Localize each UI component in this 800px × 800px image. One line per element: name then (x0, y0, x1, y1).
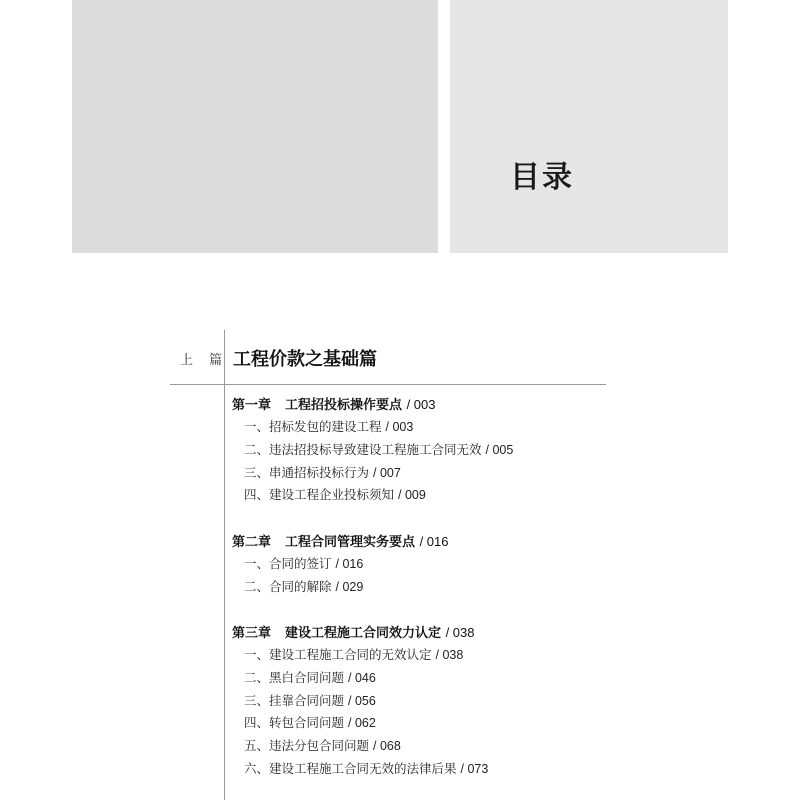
toc-item[interactable] (244, 553, 448, 576)
chapter-heading[interactable] (232, 394, 513, 416)
toc-item[interactable] (244, 484, 513, 507)
chapter-3 (232, 622, 488, 781)
toc-item-page: / 007 (373, 465, 401, 480)
toc-item-page: / 005 (485, 442, 514, 457)
part-title: 工程价款之基础篇 (233, 349, 377, 370)
toc-item-page: / 003 (385, 420, 414, 434)
toc-item-text: 五、违法分包合同问题 (244, 738, 370, 754)
chapter-heading[interactable] (232, 531, 448, 553)
toc-item[interactable] (244, 667, 488, 690)
toc-item-page: / 029 (335, 579, 364, 594)
chapter-heading[interactable] (232, 622, 488, 644)
toc-item-text: 一、建设工程施工合同的无效认定 (244, 647, 432, 662)
toc-item[interactable] (244, 690, 488, 713)
toc-item[interactable] (244, 644, 488, 667)
chapter-page: / 038 (445, 625, 475, 640)
toc-item-text: 二、黑白合同问题 (244, 669, 345, 685)
toc-item-text: 二、合同的解除 (244, 578, 332, 594)
decorative-gray-block-right (450, 0, 728, 253)
toc-item[interactable] (244, 758, 488, 781)
chapter-number: 第三章 (232, 626, 272, 641)
toc-item-text: 六、建设工程施工合同无效的法律后果 (244, 760, 457, 776)
toc-item-text: 一、招标发包的建设工程 (244, 419, 382, 434)
chapter-page: / 003 (406, 397, 436, 412)
decorative-gray-block-left (72, 0, 438, 253)
toc-item-page: / 062 (348, 716, 376, 731)
toc-title: 目录 (510, 160, 574, 195)
toc-item-page: / 056 (348, 693, 376, 708)
horizontal-divider (170, 384, 606, 385)
toc-item-text: 三、挂靠合同问题 (244, 692, 345, 708)
toc-item[interactable] (244, 416, 513, 439)
chapter-page: / 016 (419, 534, 449, 549)
chapter-number: 第一章 (232, 398, 272, 413)
toc-item[interactable] (244, 576, 448, 599)
toc-item-page: / 073 (460, 761, 489, 776)
toc-item-page: / 009 (398, 488, 426, 503)
toc-item-page: / 046 (348, 670, 376, 685)
part-label: 上 篇 (180, 353, 229, 368)
chapter-title: 建设工程施工合同效力认定 (285, 626, 442, 641)
toc-item[interactable] (244, 712, 488, 735)
toc-item-text: 四、转包合同问题 (244, 715, 345, 731)
toc-item-text: 一、合同的签订 (244, 556, 332, 571)
toc-item-page: / 016 (335, 557, 364, 571)
toc-item-page: / 068 (373, 739, 401, 754)
toc-item-text: 二、违法招投标导致建设工程施工合同无效 (244, 441, 482, 457)
toc-item-text: 四、建设工程企业投标须知 (244, 487, 395, 503)
toc-item[interactable] (244, 735, 488, 758)
chapter-title: 工程合同管理实务要点 (285, 535, 416, 550)
chapter-title: 工程招投标操作要点 (285, 398, 403, 413)
chapter-1 (232, 394, 513, 507)
toc-item-page: / 038 (435, 648, 464, 662)
toc-item-text: 三、串通招标投标行为 (244, 464, 370, 480)
vertical-divider (224, 330, 225, 800)
toc-item[interactable] (244, 462, 513, 485)
chapter-number: 第二章 (232, 535, 272, 550)
chapter-2 (232, 531, 448, 599)
toc-item[interactable] (244, 439, 513, 462)
